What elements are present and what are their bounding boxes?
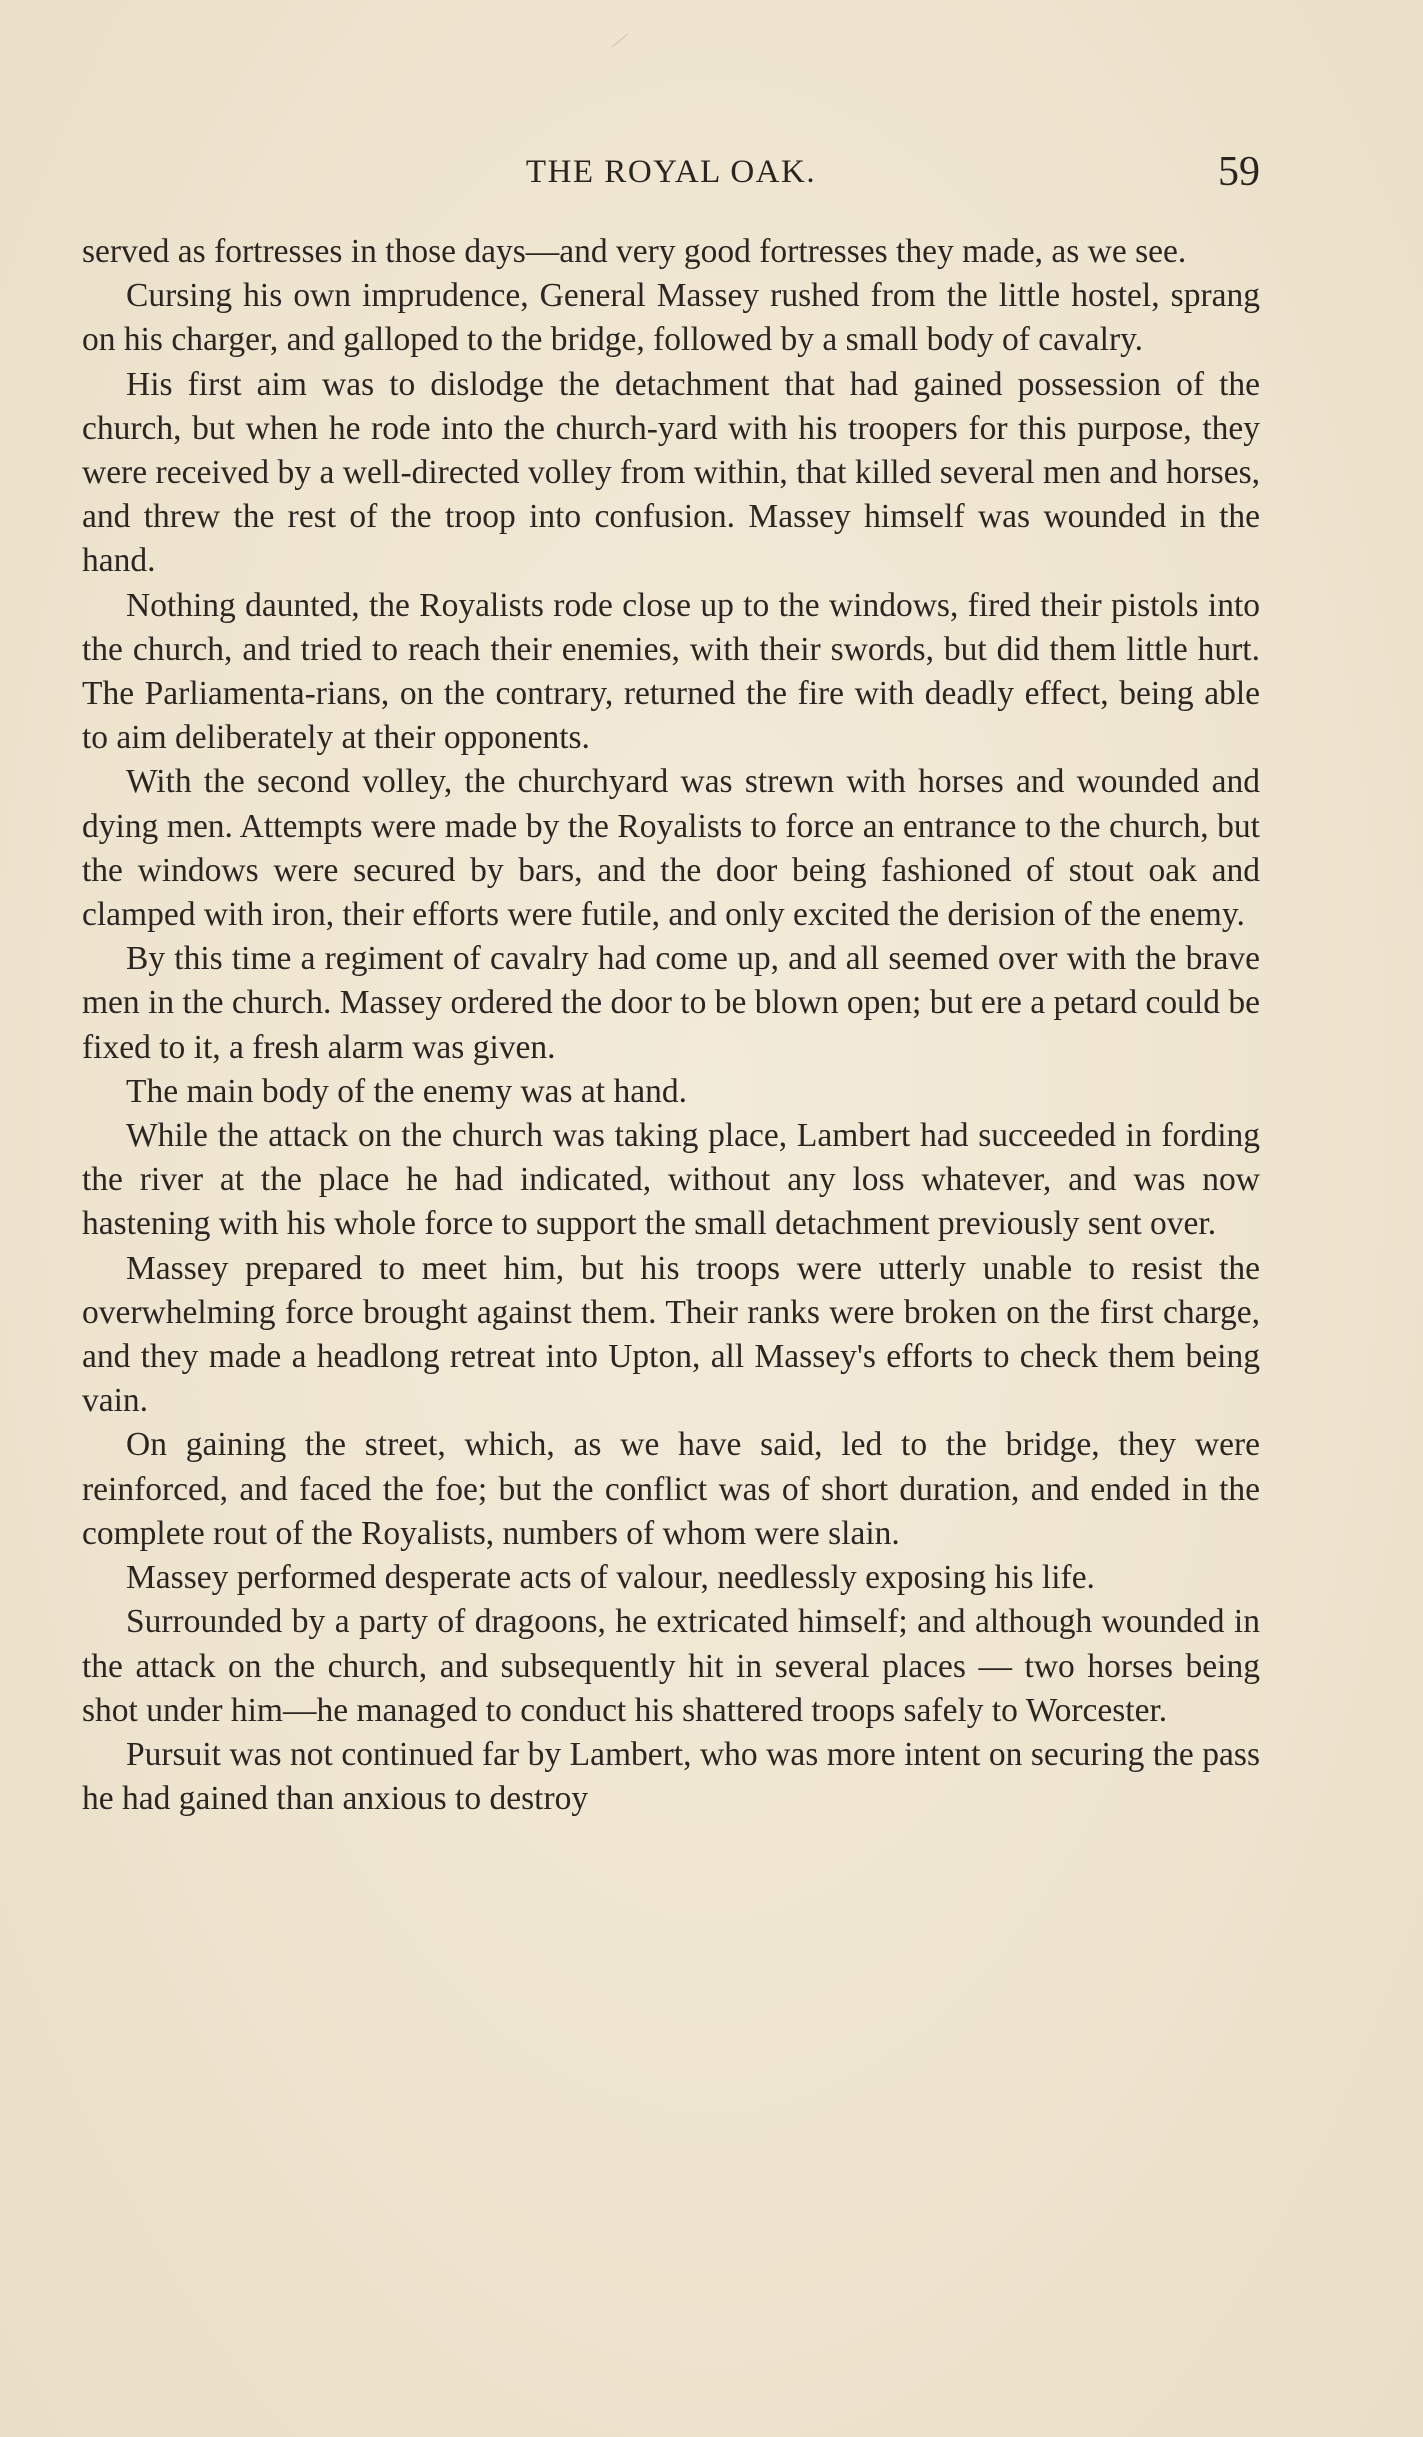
paragraph: Massey prepared to meet him, but his troops were utterly unable to resist the overwhelming force brought against them. Their ranks were broken on the first charge, and they made a headlong retreat into Upton, all Massey's efforts to check them being vain. <box>82 1249 1260 1420</box>
paragraph: served as fortresses in those days—and very good fortresses they made, as we see. <box>82 233 1187 270</box>
paragraph: His first aim was to dislodge the detachment that had gained possession of the church, but when he rode into the church-yard with his troopers for this purpose, they were received by a well-directed volley from within, that killed several men and horses, and threw the rest of the troop into confusion. Massey himself was wounded in the hand. <box>82 365 1260 580</box>
running-head: THE ROYAL OAK. <box>525 154 817 190</box>
paragraph: By this time a regiment of cavalry had come up, and all seemed over with the brave men in the church. Massey ordered the door to be blown open; but ere a petard could be fixed to it, a fresh alarm was given. <box>82 940 1260 1066</box>
paragraph: Pursuit was not continued far by Lambert, who was more intent on securing the pass he had gained than anxious to destroy <box>82 1735 1260 1818</box>
page-number: 59 <box>1218 149 1260 195</box>
paragraph: The main body of the enemy was at hand. <box>126 1072 687 1110</box>
page-header <box>82 148 1260 208</box>
page-mark <box>612 34 628 48</box>
paragraph: While the attack on the church was taking place, Lambert had succeeded in fording the river at the place he had indicated, without any loss whatever, and was now hastening with his whole force to support the small detachment previously sent over. <box>82 1117 1260 1243</box>
paragraph: Nothing daunted, the Royalists rode close up to the windows, fired their pistols into the church, and tried to reach their enemies, with their swords, but did them little hurt. The Parliamenta-rians, on the contrary, returned the fire with deadly effect, being able to aim deliberately at their opponents. <box>82 586 1260 757</box>
paragraph: Massey performed desperate acts of valour, needlessly exposing his life. <box>126 1559 1095 1597</box>
paragraph: Surrounded by a party of dragoons, he extricated himself; and although wounded in the attack on the church, and subsequently hit in several places — two horses being shot under him—he managed to conduct his shattered troops safely to Worcester. <box>82 1603 1260 1729</box>
paragraph: Cursing his own imprudence, General Massey rushed from the little hostel, sprang on his charger, and galloped to the bridge, followed by a small body of cavalry. <box>82 277 1260 359</box>
body-text <box>82 230 1260 1821</box>
paragraph: On gaining the street, which, as we have said, led to the bridge, they were reinforced, and faced the foe; but the conflict was of short duration, and ended in the complete rout of the Royalists, numbers of whom were slain. <box>82 1426 1260 1552</box>
paragraph: With the second volley, the churchyard was strewn with horses and wounded and dying men. Attempts were made by the Royalists to force an entrance to the church, but the windows were secured by bars, and the door being fashioned of stout oak and clamped with iron, their efforts were futile, and only excited the derision of the enemy. <box>82 763 1260 934</box>
